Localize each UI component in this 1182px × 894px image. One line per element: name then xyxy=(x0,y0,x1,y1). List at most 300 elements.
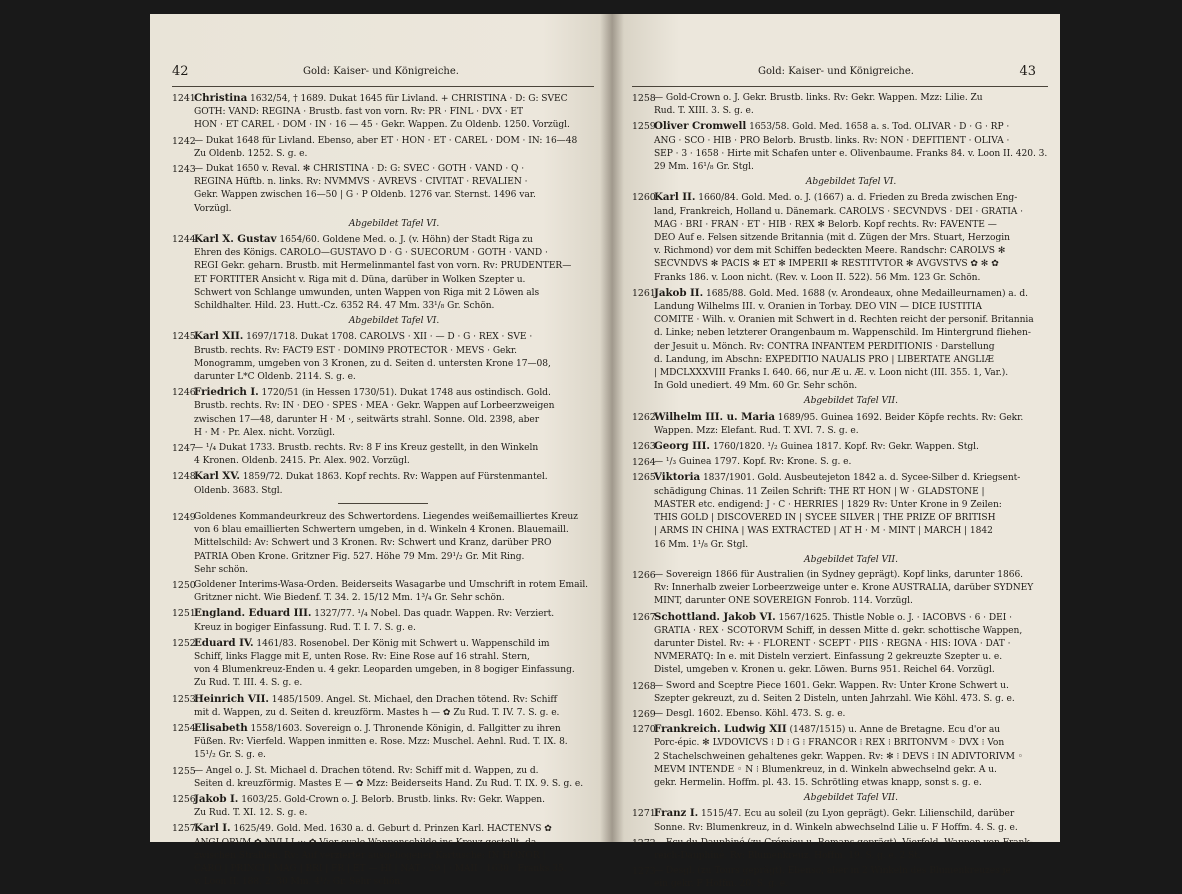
plate-reference: Abgebildet Tafel VII. xyxy=(804,793,898,804)
catalog-entry xyxy=(632,611,1048,678)
plate-reference: Abgebildet Tafel VI. xyxy=(805,177,897,188)
entry-text: 1685/88. Gold. Med. 1688 (v. Arondeaux, ohne Medailleurnamen) a. d. xyxy=(705,288,1028,299)
entry-text: d. Linke; neben letzterer Orangenbaum m. Wappenschild. Im Hintergrund fliehen- xyxy=(654,328,1031,339)
entry-line xyxy=(194,822,594,836)
entry-line xyxy=(194,607,594,621)
entry-number: 1259 xyxy=(632,121,656,133)
entry-title: Karl XII. xyxy=(194,330,244,343)
entry-line xyxy=(194,778,594,791)
entry-line xyxy=(194,693,594,707)
entry-title: Frankreich. Ludwig XII xyxy=(654,723,787,736)
entry-title: Eduard IV. xyxy=(194,636,254,649)
catalog-entry xyxy=(632,569,1048,609)
entry-text: v. Loon II. 188. 2. 30 Mm. 4¹/₂ Gr. Sehr schön. xyxy=(194,877,404,888)
entry-number: 1254 xyxy=(172,722,196,734)
entry-line xyxy=(654,680,1048,693)
entry-number: 1248 xyxy=(172,471,196,483)
entry-number: 1255 xyxy=(172,765,196,777)
entry-text: 1515/47. Ecu au soleil (zu Lyon geprägt). Gekr. Lilienschild, darüber xyxy=(701,809,1015,820)
right-page-number: 43 xyxy=(1019,64,1036,79)
catalog-entry xyxy=(172,470,594,497)
entry-text: Wappen. Mzz: Elefant. Rud. T. XVI. 7. S. g. e. xyxy=(654,425,859,436)
entry-line xyxy=(194,677,594,690)
catalog-entry xyxy=(632,287,1048,394)
entry-line xyxy=(194,524,594,537)
entry-text: MAG · BRI · FRAN · ET · HIB · REX ✻ Belorb. Kopf rechts. Rv: FAVENTE — xyxy=(654,219,997,230)
entry-text: Franks 186. v. Loon nicht. (Rev. v. Loon II. 522). 56 Mm. 123 Gr. Schön. xyxy=(654,272,981,283)
catalog-entry xyxy=(632,411,1048,438)
entry-number: 1264 xyxy=(632,457,656,469)
entry-number: 1257 xyxy=(172,823,196,835)
entry-title: Karl I. xyxy=(194,822,231,835)
entry-text: 1697/1718. Dukat 1708. CAROLVS · XII · — D · G · REX · SVE · xyxy=(246,332,533,343)
entry-text: Brustb. rechts. Rv: IN · DEO · SPES · MEA · Gekr. Wappen auf Lorbeerzweigen xyxy=(194,401,555,412)
entry-line xyxy=(654,525,1048,538)
entry-number: 1266 xyxy=(632,569,656,581)
entry-text: Zu Rud. T. III. 4. S. g. e. xyxy=(194,678,303,689)
entry-line xyxy=(654,664,1048,677)
entry-line xyxy=(654,512,1048,525)
entry-text: v. Richmond) vor dem mit Schiffen bedeckten Meere. Randschr: CAROLVS ✻ xyxy=(654,246,1006,257)
entry-line xyxy=(194,274,594,287)
entry-line xyxy=(194,707,594,720)
entry-text: schädigung Chinas. 11 Zeilen Schrift: THE RT HON | W · GLADSTONE | xyxy=(654,486,985,497)
left-header-rule xyxy=(172,86,594,87)
entry-text: — Desgl. 1602. Ebenso. Köhl. 473. S. g. e. xyxy=(654,708,846,719)
entry-title: Karl XV. xyxy=(194,470,240,483)
entry-text: — Gold-Crown o. J. Gekr. Brustb. links. Rv: Gekr. Wappen. Mzz: Lilie. Zu xyxy=(654,93,983,103)
entry-text: 1837/1901. Gold. Ausbeutejeton 1842 a. d. Sycee-Silber d. Kriegsent- xyxy=(702,473,1021,484)
entry-text: DEO Auf e. Felsen sitzende Britannia (mit d. Zügen der Mrs. Stuart, Herzogin xyxy=(654,233,1010,244)
entry-number: 1273 xyxy=(632,866,656,878)
entry-line xyxy=(654,135,1048,148)
entry-line xyxy=(194,247,594,260)
entry-line xyxy=(654,850,1048,863)
entry-text: Gritzner nicht. Wie Biedenf. T. 34. 2. 15/12 Mm. 1³/₄ Gr. Sehr schön. xyxy=(194,593,505,604)
entry-text: PATRIA Oben Krone. Gritzner Fig. 527. Höhe 79 Mm. 29¹/₂ Gr. Mit Ring. xyxy=(194,551,525,562)
entry-line xyxy=(654,539,1048,552)
entry-title: Jakob I. xyxy=(194,792,239,805)
entry-text: — ¹/₄ Dukat 1733. Brustb. rechts. Rv: 8 F ins Kreuz gestellt, in den Winkeln xyxy=(194,443,539,454)
entry-text: 15¹/₂ Gr. S. g. e. xyxy=(194,750,266,761)
entry-line xyxy=(654,595,1048,608)
entry-line xyxy=(654,314,1048,327)
entry-title: Wilhelm III. u. Maria xyxy=(654,410,775,423)
entry-line xyxy=(654,301,1048,314)
entry-line xyxy=(654,411,1048,425)
entry-line xyxy=(194,793,594,807)
entry-text: Rud. T. XIII. 3. S. g. e. xyxy=(654,106,754,117)
entry-number: 1242 xyxy=(172,135,196,147)
entry-text: — Desgl. (zu Tours geprägt). Ebenso, aber in 2 Winkeln des Blumenkreuzes je xyxy=(654,866,1011,877)
entry-line xyxy=(654,625,1048,638)
entry-number: 1260 xyxy=(632,192,656,204)
entry-line xyxy=(194,358,594,371)
entry-number: 1258 xyxy=(632,93,656,104)
catalog-entry xyxy=(172,511,594,577)
entry-line xyxy=(194,651,594,664)
entry-line xyxy=(194,119,594,132)
entry-text: Schildhalter. Hild. 23. Hutt.-Cz. 6352 R4. 47 Mm. 33¹/₈ Gr. Schön. xyxy=(194,301,495,312)
entry-text: — ¹/₃ Guinea 1797. Kopf. Rv: Krone. S. g. e. xyxy=(654,457,852,468)
catalog-entry xyxy=(632,191,1048,284)
catalog-entry xyxy=(172,793,594,820)
left-page-number: 42 xyxy=(172,64,189,79)
entry-line xyxy=(654,582,1048,595)
entry-text: Zu Rud. T. XI. 12. S. g. e. xyxy=(194,808,308,819)
entry-line xyxy=(654,878,1048,891)
entry-line xyxy=(654,354,1048,367)
entry-line xyxy=(194,203,594,216)
entry-text: HON · ET CAREL · DOM · IN · 16 — 45 · Gekr. Wappen. Zu Oldenb. 1250. Vorzügl. xyxy=(194,120,570,131)
entry-number: 1261 xyxy=(632,287,656,299)
entry-line xyxy=(194,622,594,635)
entry-line xyxy=(654,693,1048,706)
entry-text: darunter Distel. Rv: + · FLORENT · SCEPT · PIIS · REGNA · HIS: IOVA · DAT · xyxy=(654,638,1011,649)
entry-number: 1245 xyxy=(172,331,196,343)
entry-line xyxy=(194,300,594,313)
entry-text: 1327/77. ¹/₄ Nobel. Das quadr. Wappen. Rv: Verziert. xyxy=(314,609,555,620)
entry-title: Christina xyxy=(194,92,248,104)
entry-line xyxy=(194,233,594,247)
plate-reference: Abgebildet Tafel VII. xyxy=(804,554,898,565)
entry-text: — Ecu du Dauphiné (zu Crémieu u. Romans geprägt). Vierfeld. Wappen von Frank- xyxy=(654,837,1033,848)
entry-text: THIS GOLD | DISCOVERED IN | SYCEE SILVER | THE PRIZE OF BRITISH xyxy=(654,513,996,524)
entry-text: Monogramm, umgeben von 3 Kronen, zu d. Seiten d. untersten Krone 17—08, xyxy=(194,358,551,369)
entry-text: reich-Dauphiné. Rv: Blumenkreuz. Hoffm. 19. S. g. e. 2 St. xyxy=(654,850,921,861)
entry-line xyxy=(654,569,1048,582)
entry-text: SEP · 3 · 1658 · Hirte mit Schafen unter e. Olivenbaume. Franks 84. v. Loon II. 420. 3. xyxy=(654,148,1048,159)
entry-text: der Jesuit u. Mönch. Rv: CONTRA INFANTEM PERDITIONIS · Darstellung xyxy=(654,341,995,352)
entry-line xyxy=(194,163,594,176)
entry-title: Friedrich I. xyxy=(194,386,259,399)
entry-line xyxy=(654,367,1048,380)
plate-reference: Abgebildet Tafel VII. xyxy=(804,396,898,407)
entry-text: — Dukat 1650 v. Reval. ✻ CHRISTINA · D: G: SVEC · GOTH · VAND · Q · xyxy=(194,164,525,175)
entry-line xyxy=(654,440,1048,454)
entry-text: 1625/49. Gold. Med. 1630 a. d. Geburt d. Prinzen Karl. HACTENVS ✿ xyxy=(233,824,552,835)
entry-line xyxy=(654,723,1048,737)
entry-line xyxy=(654,764,1048,777)
entry-line xyxy=(654,232,1048,245)
entry-line xyxy=(654,471,1048,485)
entry-text: 1653/58. Gold. Med. 1658 a. s. Tod. OLIVAR · D · G · RP · xyxy=(749,122,1010,133)
entry-line xyxy=(654,425,1048,438)
entry-line xyxy=(654,638,1048,651)
entry-line xyxy=(654,777,1048,790)
entry-text: Goldener Interims-Wasa-Orden. Beiderseits Wasagarbe und Umschrift in rotem Email. xyxy=(194,579,589,590)
entry-text: GRATIA · REX · SCOTORVM Schiff, in dessen Mitte d. gekr. schottische Wappen, xyxy=(654,625,1023,636)
entry-line xyxy=(654,161,1048,174)
catalog-entry xyxy=(632,456,1048,469)
entry-number: 1270 xyxy=(632,724,656,736)
left-page xyxy=(150,14,612,888)
entry-line xyxy=(654,456,1048,469)
catalog-entry xyxy=(632,865,1048,891)
entry-text: 2 Stachelschweinen gehaltenes gekr. Wappen. Rv: ✻ ⁝ DEVS ⁝ IN ADIVTORIVM ◦ xyxy=(654,751,1024,762)
entry-number: 1251 xyxy=(172,608,196,620)
entry-text: — Dukat 1648 für Livland. Ebenso, aber ET · HON · ET · CAREL · DOM · IN: 16—48 xyxy=(194,135,578,146)
entry-text: 1567/1625. Thistle Noble o. J. · IACOBVS · 6 · DEI · xyxy=(778,612,1012,623)
entry-text: 1660/84. Gold. Med. o. J. (1667) a. d. Frieden zu Breda zwischen Eng- xyxy=(698,193,1018,204)
entry-number: 1256 xyxy=(172,793,196,805)
catalog-entry xyxy=(172,765,594,791)
entry-line xyxy=(194,637,594,651)
catalog-entry xyxy=(632,708,1048,721)
entry-text: REGI Gekr. geharn. Brustb. mit Hermelinmantel fast von vorn. Rv: PRUDENTER— xyxy=(194,261,572,272)
right-entries xyxy=(632,92,1048,894)
entry-line xyxy=(194,537,594,550)
book-gutter-shadow xyxy=(600,14,624,842)
catalog-entry xyxy=(172,822,594,889)
entry-text: Füßen. Rv: Vierfeld. Wappen inmitten e. Rose. Mzz: Muschel. Aehnl. Rud. T. IX. 8. xyxy=(194,737,568,748)
entry-text: 1859/72. Dukat 1863. Kopf rechts. Rv: Wappen auf Fürstenmantel. xyxy=(242,472,548,483)
entry-text: ET FORTITER Ansicht v. Riga mit d. Düna, darüber in Wolken Szepter u. xyxy=(194,274,526,285)
entry-text: MEVM INTENDE ◦ N ⁝ Blumenkreuz, in d. Winkeln abwechselnd gekr. A u. xyxy=(654,764,997,775)
entry-text: 1485/1509. Angel. St. Michael, den Drachen tötend. Rv: Schiff xyxy=(271,694,557,705)
catalog-entry xyxy=(172,92,594,133)
entry-line xyxy=(194,551,594,564)
entry-text: darunter L*C Oldenb. 2114. S. g. e. xyxy=(194,372,356,383)
entry-title: Georg III. xyxy=(654,440,710,453)
entry-line xyxy=(654,287,1048,301)
plate-reference: Abgebildet Tafel VI. xyxy=(348,316,440,327)
entry-text: 1558/1603. Sovereign o. J. Thronende Königin, d. Fallgitter zu ihren xyxy=(250,723,561,734)
entry-text: Seiten d. kreuzförmig. Mastes E — ✿ Mzz: Beiderseits Hand. Zu Rud. T. IX. 9. S. g. e. xyxy=(194,778,584,789)
entry-text: 1760/1820. ¹/₂ Guinea 1817. Kopf. Rv: Gekr. Wappen. Stgl. xyxy=(712,442,979,453)
entry-line xyxy=(654,272,1048,285)
entry-line xyxy=(654,105,1048,118)
catalog-entry xyxy=(632,837,1048,863)
entry-text: CARO | PRINCI | MAG | BRI | FR | ET — HI | NAT · 29 | · MAII · 1630 · Franks 35. xyxy=(194,863,567,874)
entry-text: gekr. Hermelin. Hoffm. pl. 43. 15. Schrötling etwas knapp, sonst s. g. e. xyxy=(654,777,982,788)
entry-line xyxy=(654,651,1048,664)
entry-title: Viktoria xyxy=(654,471,701,484)
entry-line xyxy=(194,287,594,300)
catalog-entry xyxy=(172,442,594,468)
catalog-entry xyxy=(172,330,594,384)
entry-text: Mittelschild: Av: Schwert und 3 Kronen. Rv: Schwert und Kranz, darüber PRO xyxy=(194,538,552,549)
entry-text: 1603/25. Gold-Crown o. J. Belorb. Brustb. links. Rv: Gekr. Wappen. xyxy=(241,794,545,805)
entry-number: 1267 xyxy=(632,611,656,623)
entry-line xyxy=(654,822,1048,835)
catalog-entry xyxy=(172,607,594,634)
entry-text: Schiff, links Flagge mit E, unten Rose. Rv: Eine Rose auf 16 strahl. Stern, xyxy=(194,651,530,662)
entry-number: 1271 xyxy=(632,808,656,820)
entry-text: SECVNDVS ✻ PACIS ✻ ET ✻ IMPERII ✻ RESTITVTOR ✻ AVGVSTVS ✿ ✻ ✿ xyxy=(654,259,999,270)
catalog-entry xyxy=(632,807,1048,834)
entry-line xyxy=(194,564,594,577)
entry-text: — Sword and Sceptre Piece 1601. Gekr. Wappen. Rv: Unter Krone Schwert u. xyxy=(654,680,1009,691)
entry-line xyxy=(194,850,594,863)
entry-number: 1241 xyxy=(172,93,196,104)
right-page xyxy=(612,14,1060,890)
catalog-entry xyxy=(632,723,1048,790)
entry-line xyxy=(654,611,1048,625)
entry-line xyxy=(654,380,1048,393)
left-running-header: Gold: Kaiser- und Königreiche. xyxy=(303,66,459,77)
entry-line xyxy=(654,341,1048,354)
entry-line xyxy=(654,751,1048,764)
catalog-entry xyxy=(172,386,594,440)
entry-text: Brustb. rechts. Rv: FACT9 EST · DOMIN9 PROTECTOR · MEVS · Gekr. xyxy=(194,345,517,356)
entry-line xyxy=(194,807,594,820)
entry-text: NVMERATQ: In e. mit Disteln verziert. Einfassung 2 gekreuzte Szepter u. e. xyxy=(654,652,1003,663)
entry-line xyxy=(194,371,594,384)
entry-line xyxy=(654,245,1048,258)
entry-text: Oldenb. 3683. Stgl. xyxy=(194,485,283,496)
entry-line xyxy=(654,837,1048,850)
entry-line xyxy=(194,148,594,161)
entry-text: Kreuz in bogiger Einfassung. Rud. T. I. 7. S. g. e. xyxy=(194,622,416,633)
entry-line xyxy=(194,386,594,400)
entry-line xyxy=(654,120,1048,134)
entry-line xyxy=(194,485,594,498)
entry-number: 1246 xyxy=(172,387,196,399)
entry-number: 1268 xyxy=(632,680,656,692)
entry-line xyxy=(654,148,1048,161)
entry-line xyxy=(194,837,594,850)
entry-text: 1654/60. Goldene Med. o. J. (v. Höhn) der Stadt Riga zu xyxy=(279,235,533,246)
entry-line xyxy=(194,106,594,119)
catalog-entry xyxy=(172,135,594,161)
entry-title: Heinrich VII. xyxy=(194,692,269,705)
entry-number: 1249 xyxy=(172,511,196,523)
entry-text: 1689/95. Guinea 1692. Beider Köpfe rechts. Rv: Gekr. xyxy=(777,412,1024,423)
entry-line xyxy=(194,579,594,592)
entry-number: 1253 xyxy=(172,693,196,705)
entry-text: MINT, darunter ONE SOVEREIGN Fonrob. 114. Vorzügl. xyxy=(654,596,913,607)
entry-number: 1263 xyxy=(632,441,656,453)
entry-number: 1250 xyxy=(172,579,196,591)
entry-number: 1269 xyxy=(632,708,656,720)
entry-text: Vorzügl. xyxy=(194,203,232,214)
entry-line xyxy=(194,876,594,889)
entry-title: Karl X. Gustav xyxy=(194,233,277,246)
entry-line xyxy=(194,414,594,427)
entry-number: 1243 xyxy=(172,164,196,176)
entry-line xyxy=(194,345,594,358)
entry-text: ANGLORVM ✿ NVLLI ·:· ✿ Vier ovale Wappenschilde ins Kreuz gestellt, da xyxy=(194,837,537,848)
entry-text: Schwert von Schlange umwunden, unten Wappen von Riga mit 2 Löwen als xyxy=(194,287,540,298)
entry-line xyxy=(194,189,594,202)
entry-title: Schottland. Jakob VI. xyxy=(654,610,776,623)
entry-line xyxy=(194,722,594,736)
entry-line xyxy=(654,737,1048,750)
entry-text: — Angel o. J. St. Michael d. Drachen tötend. Rv: Schiff mit d. Wappen, zu d. xyxy=(194,765,539,776)
entry-text: 1461/83. Rosenobel. Der König mit Schwert u. Wappenschild im xyxy=(256,638,550,649)
entry-line xyxy=(194,765,594,778)
entry-text: von 6 blau emaillierten Schwertern umgeben, in d. Winkeln 4 Kronen. Blauemaill. xyxy=(194,525,569,536)
entry-line xyxy=(194,749,594,762)
entry-text: 1632/54, † 1689. Dukat 1645 für Livland. + CHRISTINA · D: G: SVEC xyxy=(250,94,568,104)
entry-line xyxy=(654,865,1048,878)
catalog-entry xyxy=(172,722,594,763)
entry-text: ein gekr. F Hoffm. 20. S. g. e. xyxy=(654,879,788,890)
entry-title: Karl II. xyxy=(654,191,696,204)
entry-line xyxy=(654,219,1048,232)
entry-text: ANG · SCO · HIB · PRO Belorb. Brustb. links. Rv: NON · DEFITIENT · OLIVA · xyxy=(654,135,1010,146)
entry-text: Szepter gekreuzt, zu d. Seiten 2 Disteln, unten Jahrzahl. Wie Köhl. 473. S. g. e. xyxy=(654,693,1015,704)
entry-text: mit d. Wappen, zu d. Seiten d. kreuzförm. Mastes h — ✿ Zu Rud. T. IV. 7. S. g. e. xyxy=(194,707,560,718)
entry-line xyxy=(194,135,594,148)
entry-line xyxy=(654,499,1048,512)
entry-text: | ARMS IN CHINA | WAS EXTRACTED | AT H · M · MINT | MARCH | 1842 xyxy=(654,526,993,537)
entry-line xyxy=(654,258,1048,271)
entry-title: Jakob II. xyxy=(654,286,704,299)
right-header-rule xyxy=(632,86,1048,87)
entry-line xyxy=(194,427,594,440)
catalog-entry xyxy=(172,163,594,216)
right-running-header: Gold: Kaiser- und Königreiche. xyxy=(758,66,914,77)
entry-line xyxy=(194,455,594,468)
catalog-entry xyxy=(632,120,1048,174)
entry-text: von 4 Blumenkreuz-Enden u. 4 gekr. Leoparden umgeben, in 8 bogiger Einfassung. xyxy=(194,665,575,676)
entry-line xyxy=(194,863,594,876)
entry-line xyxy=(654,206,1048,219)
catalog-entry xyxy=(632,92,1048,118)
entry-line xyxy=(194,92,594,106)
entry-line xyxy=(194,442,594,455)
entry-number: 1272 xyxy=(632,837,656,849)
entry-text: Landung Wilhelms III. v. Oranien in Torbay. DEO VIN — DICE IUSTITIA xyxy=(654,302,982,313)
section-divider xyxy=(338,503,428,504)
entry-line xyxy=(194,470,594,484)
entry-text: COMITE · Wilh. v. Oranien mit Schwert in d. Rechten reicht der personif. Britannia xyxy=(654,315,1034,326)
catalog-entry xyxy=(632,440,1048,454)
plate-reference: Abgebildet Tafel VI. xyxy=(348,218,440,229)
entry-line xyxy=(194,260,594,273)
entry-text: d. Landung, im Abschn: EXPEDITIO NAUALIS PRO | LIBERTATE ANGLIÆ xyxy=(654,354,994,365)
entry-line xyxy=(194,592,594,605)
entry-text: Sehr schön. xyxy=(194,564,248,575)
entry-text: 4 Kronen. Oldenb. 2415. Pr. Alex. 902. Vorzügl. xyxy=(194,456,410,467)
entry-line xyxy=(654,486,1048,499)
entry-text: Rv: Innerhalb zweier Lorbeerzweige unter e. Krone AUSTRALIA, darüber SYDNEY xyxy=(654,583,1034,594)
entry-text: Distel, umgeben v. Kronen u. gekr. Löwen. Burns 951. Reichel 64. Vorzügl. xyxy=(654,665,995,676)
entry-text: land, Frankreich, Holland u. Dänemark. CAROLVS · SECVNDVS · DEI · GRATIA · xyxy=(654,206,1023,217)
entry-text: Sonne. Rv: Blumenkreuz, in d. Winkeln abwechselnd Lilie u. F Hoffm. 4. S. g. e. xyxy=(654,822,1018,833)
entry-line xyxy=(194,400,594,413)
entry-line xyxy=(194,736,594,749)
entry-title: Franz I. xyxy=(654,807,699,820)
entry-text: Gekr. Wappen zwischen 16—50 | G · P Oldenb. 1276 var. Sternst. 1496 var. xyxy=(194,190,536,201)
left-entries xyxy=(172,92,594,891)
entry-line xyxy=(194,176,594,189)
entry-text: Porc-épic. ✻ LVDOVICVS ⁝ D ⁝ G ⁝ FRANCOR ⁝ REX ⁝ BRITONVM ◦ DVX ⁝ Von xyxy=(654,738,1005,749)
entry-text: In Gold unediert. 49 Mm. 60 Gr. Sehr schön. xyxy=(654,381,858,392)
entry-line xyxy=(654,191,1048,205)
entry-text: (1487/1515) u. Anne de Bretagne. Ecu d'or au xyxy=(789,725,1001,736)
entry-title: Elisabeth xyxy=(194,721,248,734)
entry-text: GOTH: VAND: REGINA · Brustb. fast von vorn. Rv: PR · FINL · DVX · ET xyxy=(194,107,523,118)
entry-number: 1247 xyxy=(172,443,196,455)
entry-text: REGINA Hüftb. n. links. Rv: NVMMVS · AVREVS · CIVITAT · REVALIEN · xyxy=(194,177,528,188)
catalog-entry xyxy=(632,471,1048,551)
entry-number: 1262 xyxy=(632,411,656,423)
entry-text: Zu Oldenb. 1252. S. g. e. xyxy=(194,148,308,159)
catalog-entry xyxy=(632,680,1048,706)
entry-line xyxy=(194,664,594,677)
entry-number: 1265 xyxy=(632,472,656,484)
entry-line xyxy=(654,708,1048,721)
entry-line xyxy=(194,330,594,344)
entry-text: Ehren des Königs. CAROLO—GUSTAVO D · G · SUECORUM · GOTH · VAND · xyxy=(194,248,548,259)
entry-text: MASTER etc. endigend: J · C · HERRIES | 1829 Rv: Unter Krone in 9 Zeilen: xyxy=(654,499,1002,510)
entry-line xyxy=(654,807,1048,821)
catalog-entry xyxy=(172,693,594,720)
entry-text: H · M · Pr. Alex. nicht. Vorzügl. xyxy=(194,427,335,438)
